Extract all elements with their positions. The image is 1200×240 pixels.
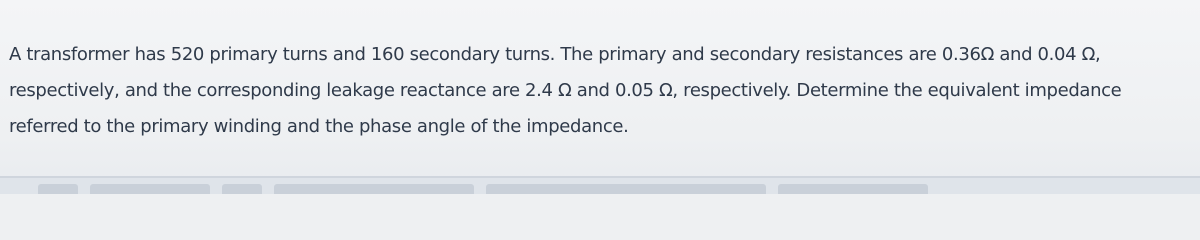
toolbar-tab[interactable] [778, 184, 928, 194]
toolbar-tab[interactable] [90, 184, 210, 194]
question-line-1: A transformer has 520 primary turns and 160 secondary turns. The primary and secondary resistances are 0.36Ω and 0.04 Ω, [9, 44, 1101, 65]
toolbar-tab[interactable] [486, 184, 766, 194]
toolbar-tab[interactable] [274, 184, 474, 194]
question-text [9, 37, 1200, 145]
toolbar-tab[interactable] [222, 184, 262, 194]
question-line-2: respectively, and the corresponding leakage reactance are 2.4 Ω and 0.05 Ω, respectively. Determine the equivalent impedance [9, 80, 1122, 101]
question-line-3: referred to the primary winding and the phase angle of the impedance. [9, 116, 629, 137]
toolbar-tab[interactable] [38, 184, 78, 194]
